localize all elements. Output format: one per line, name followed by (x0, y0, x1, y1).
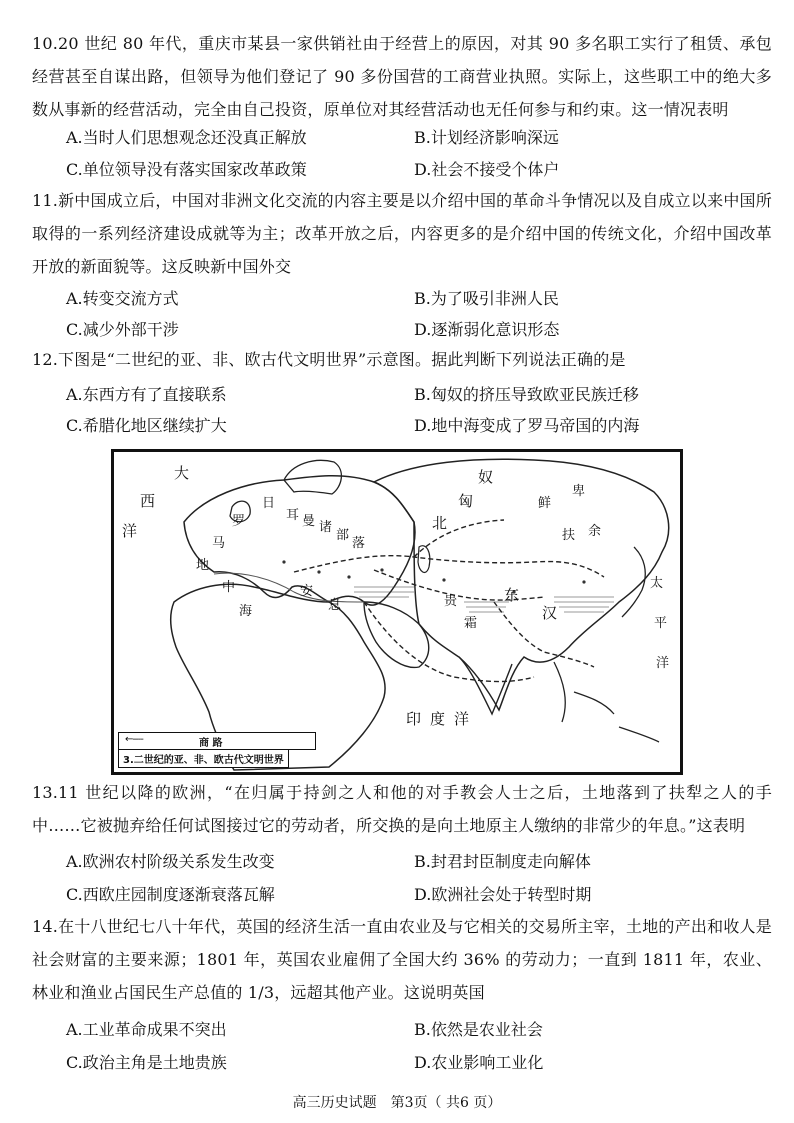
question-10-stem: 10.20 世纪 80 年代，重庆市某县一家供销社由于经营上的原因，对其 90 多名职工实行了租赁、承包经营甚至自谋出路，但领导为他们登记了 90 多份国营的工商营业执照。实际上，这些职工中的绝大多数从事新的经营活动，完全由自己投资，原单位对其经营活动也无任何参与和约束。这一情况表明 (32, 34, 772, 119)
question-11-stem: 11.新中国成立后，中国对非洲文化交流的内容主要是以介绍中国的革命斗争情况以及自成立以来中国所取得的一系列经济建设成就等为主；改革开放之后，内容更多的是介绍中国的传统文化，介绍中国改革开放的新面貌等。这反映新中国外交 (32, 191, 772, 276)
map-label-pacific-3: 洋 (656, 656, 670, 671)
question-14-option-a[interactable]: A.工业革命成果不突出 (66, 1020, 227, 1039)
map-label-indian-ocean-1: 印 (406, 710, 422, 728)
trade-route-silk-road (294, 556, 604, 577)
question-11-options-row-1 (66, 286, 766, 316)
question-12-stem: 12.下图是“二世纪的亚、非、欧古代文明世界”示意图。据此判断下列说法正确的是 (32, 350, 626, 369)
asia-outline (374, 459, 669, 710)
question-12-option-c[interactable]: C.希腊化地区继续扩大 (66, 416, 227, 435)
question-13-stem: 13.11 世纪以降的欧洲，“在归属于持剑之人和他的对手教会人士之后，土地落到了扶犁之人的手中……它被抛弃给任何试图接过它的劳动者，所交换的是向土地原主人缴纳的非常少的年息。”这表明 (32, 783, 772, 835)
place-marker (442, 578, 445, 581)
trade-route-sea (364, 602, 534, 682)
map-label-xianbei-2: 卑 (572, 484, 586, 499)
question-12-option-d[interactable]: D.地中海变成了罗马帝国的内海 (414, 416, 640, 435)
question-14-option-b[interactable]: B.依然是农业社会 (414, 1020, 543, 1039)
map-label-german-5: 部 (336, 528, 350, 543)
map-label-atlantic-3: 洋 (122, 522, 138, 540)
trade-route-legend-arrow: ←---- (125, 734, 143, 745)
map-label-fuyu-1: 扶 (562, 528, 576, 543)
map-label-indian-ocean-2: 度 (430, 710, 446, 728)
map-caption: 3.二世纪的亚、非、欧古代文明世界 (118, 749, 289, 768)
question-14-options-row-2 (66, 1050, 766, 1080)
map-label-xiongnu-1: 北 (432, 514, 448, 532)
question-13-option-c[interactable]: C.西欧庄园制度逐渐衰落瓦解 (66, 885, 275, 904)
question-13-options-row-2 (66, 882, 766, 912)
parthia-hatch (354, 587, 414, 597)
map-label-german-4: 诸 (319, 520, 333, 535)
map-label-atlantic-1: 大 (174, 464, 190, 482)
southeast-asia-outline (554, 662, 659, 742)
question-10-options-row-2 (66, 157, 766, 187)
map-label-pacific-2: 平 (654, 616, 668, 631)
map-legend (118, 732, 316, 750)
trade-route-north (414, 520, 504, 557)
map-label-german-2: 耳 (286, 508, 300, 523)
question-10-option-c[interactable]: C.单位领导没有落实国家改革政策 (66, 160, 307, 179)
kushan-hatch (464, 602, 509, 612)
question-11-option-b[interactable]: B.为了吸引非洲人民 (414, 289, 559, 308)
ancient-world-map (111, 449, 683, 775)
map-label-rome-1: 罗 (232, 514, 246, 529)
page-footer: 高三历史试题 第3页（ 共6 页） (292, 1095, 502, 1111)
map-label-fuyu-2: 余 (588, 524, 602, 539)
question-10-option-a[interactable]: A.当时人们思想观念还没真正解放 (66, 128, 307, 147)
place-marker (582, 580, 585, 583)
map-label-pacific-1: 太 (650, 576, 664, 591)
place-marker (380, 568, 383, 571)
map-label-german-1: 日 (262, 496, 276, 511)
question-14-option-d[interactable]: D.农业影响工业化 (414, 1053, 544, 1072)
question-14-stem: 14.在十八世纪七八十年代，英国的经济生活一直由农业及与它相关的交易所主宰，土地的产出和收人是社会财富的主要来源；1801 年，英国农业雇佣了全国大约 36% 的劳动力；一直到 1811 年，农业、林业和渔业占国民生产总值的 1/3，远超其他产业。这说明英国 (32, 917, 772, 1002)
map-label-kushan-1: 贵 (444, 594, 458, 609)
question-14-options-row-1 (66, 1017, 766, 1047)
place-marker (347, 575, 350, 578)
trade-route-legend-label: 商 路 (199, 738, 223, 749)
question-10-options-row-1 (66, 125, 766, 155)
map-label-easthan-1: 东 (504, 586, 520, 604)
map-label-xiongnu-2: 匈 (458, 492, 474, 510)
question-11-option-a[interactable]: A.转变交流方式 (66, 289, 179, 308)
question-13-options-row-1 (66, 849, 766, 879)
question-13-option-b[interactable]: B.封君封臣制度走向解体 (414, 852, 591, 871)
question-12-option-b[interactable]: B.匈奴的挤压导致欧亚民族迁移 (414, 385, 639, 404)
map-label-easthan-2: 汉 (542, 604, 558, 622)
question-12-option-a[interactable]: A.东西方有了直接联系 (66, 385, 227, 404)
question-13-option-d[interactable]: D.欧洲社会处于转型时期 (414, 885, 592, 904)
map-label-atlantic-2: 西 (140, 492, 156, 510)
map-label-med-3: 海 (239, 604, 253, 619)
question-12-options-row-2 (66, 413, 766, 443)
question-11-option-d[interactable]: D.逐渐弱化意识形态 (414, 320, 560, 339)
map-label-german-6: 落 (352, 536, 366, 551)
map-label-parthia-1: 安 (300, 584, 314, 599)
place-markers (282, 560, 585, 593)
place-marker (282, 560, 285, 563)
map-label-med-2: 中 (222, 580, 236, 595)
map-label-indian-ocean-3: 洋 (454, 710, 470, 728)
place-marker (317, 570, 320, 573)
question-14-option-c[interactable]: C.政治主角是土地贵族 (66, 1053, 227, 1072)
question-13-option-a[interactable]: A.欧洲农村阶级关系发生改变 (66, 852, 275, 871)
question-10-option-b[interactable]: B.计划经济影响深远 (414, 128, 559, 147)
question-10-option-d[interactable]: D.社会不接受个体户 (414, 160, 560, 179)
map-drawing (114, 452, 680, 772)
map-label-xianbei-1: 鲜 (538, 496, 552, 511)
map-label-parthia-2: 息 (328, 598, 342, 613)
map-label-xiongnu-3: 奴 (478, 468, 494, 486)
caspian-outline (418, 546, 430, 573)
question-12-options-row-1 (66, 382, 766, 412)
question-11-option-c[interactable]: C.减少外部干涉 (66, 320, 179, 339)
map-label-kushan-2: 霜 (464, 616, 478, 631)
map-label-german-3: 曼 (302, 514, 316, 529)
map-label-med-1: 地 (196, 558, 210, 573)
map-label-rome-2: 马 (212, 536, 226, 551)
han-hatch (554, 597, 614, 612)
